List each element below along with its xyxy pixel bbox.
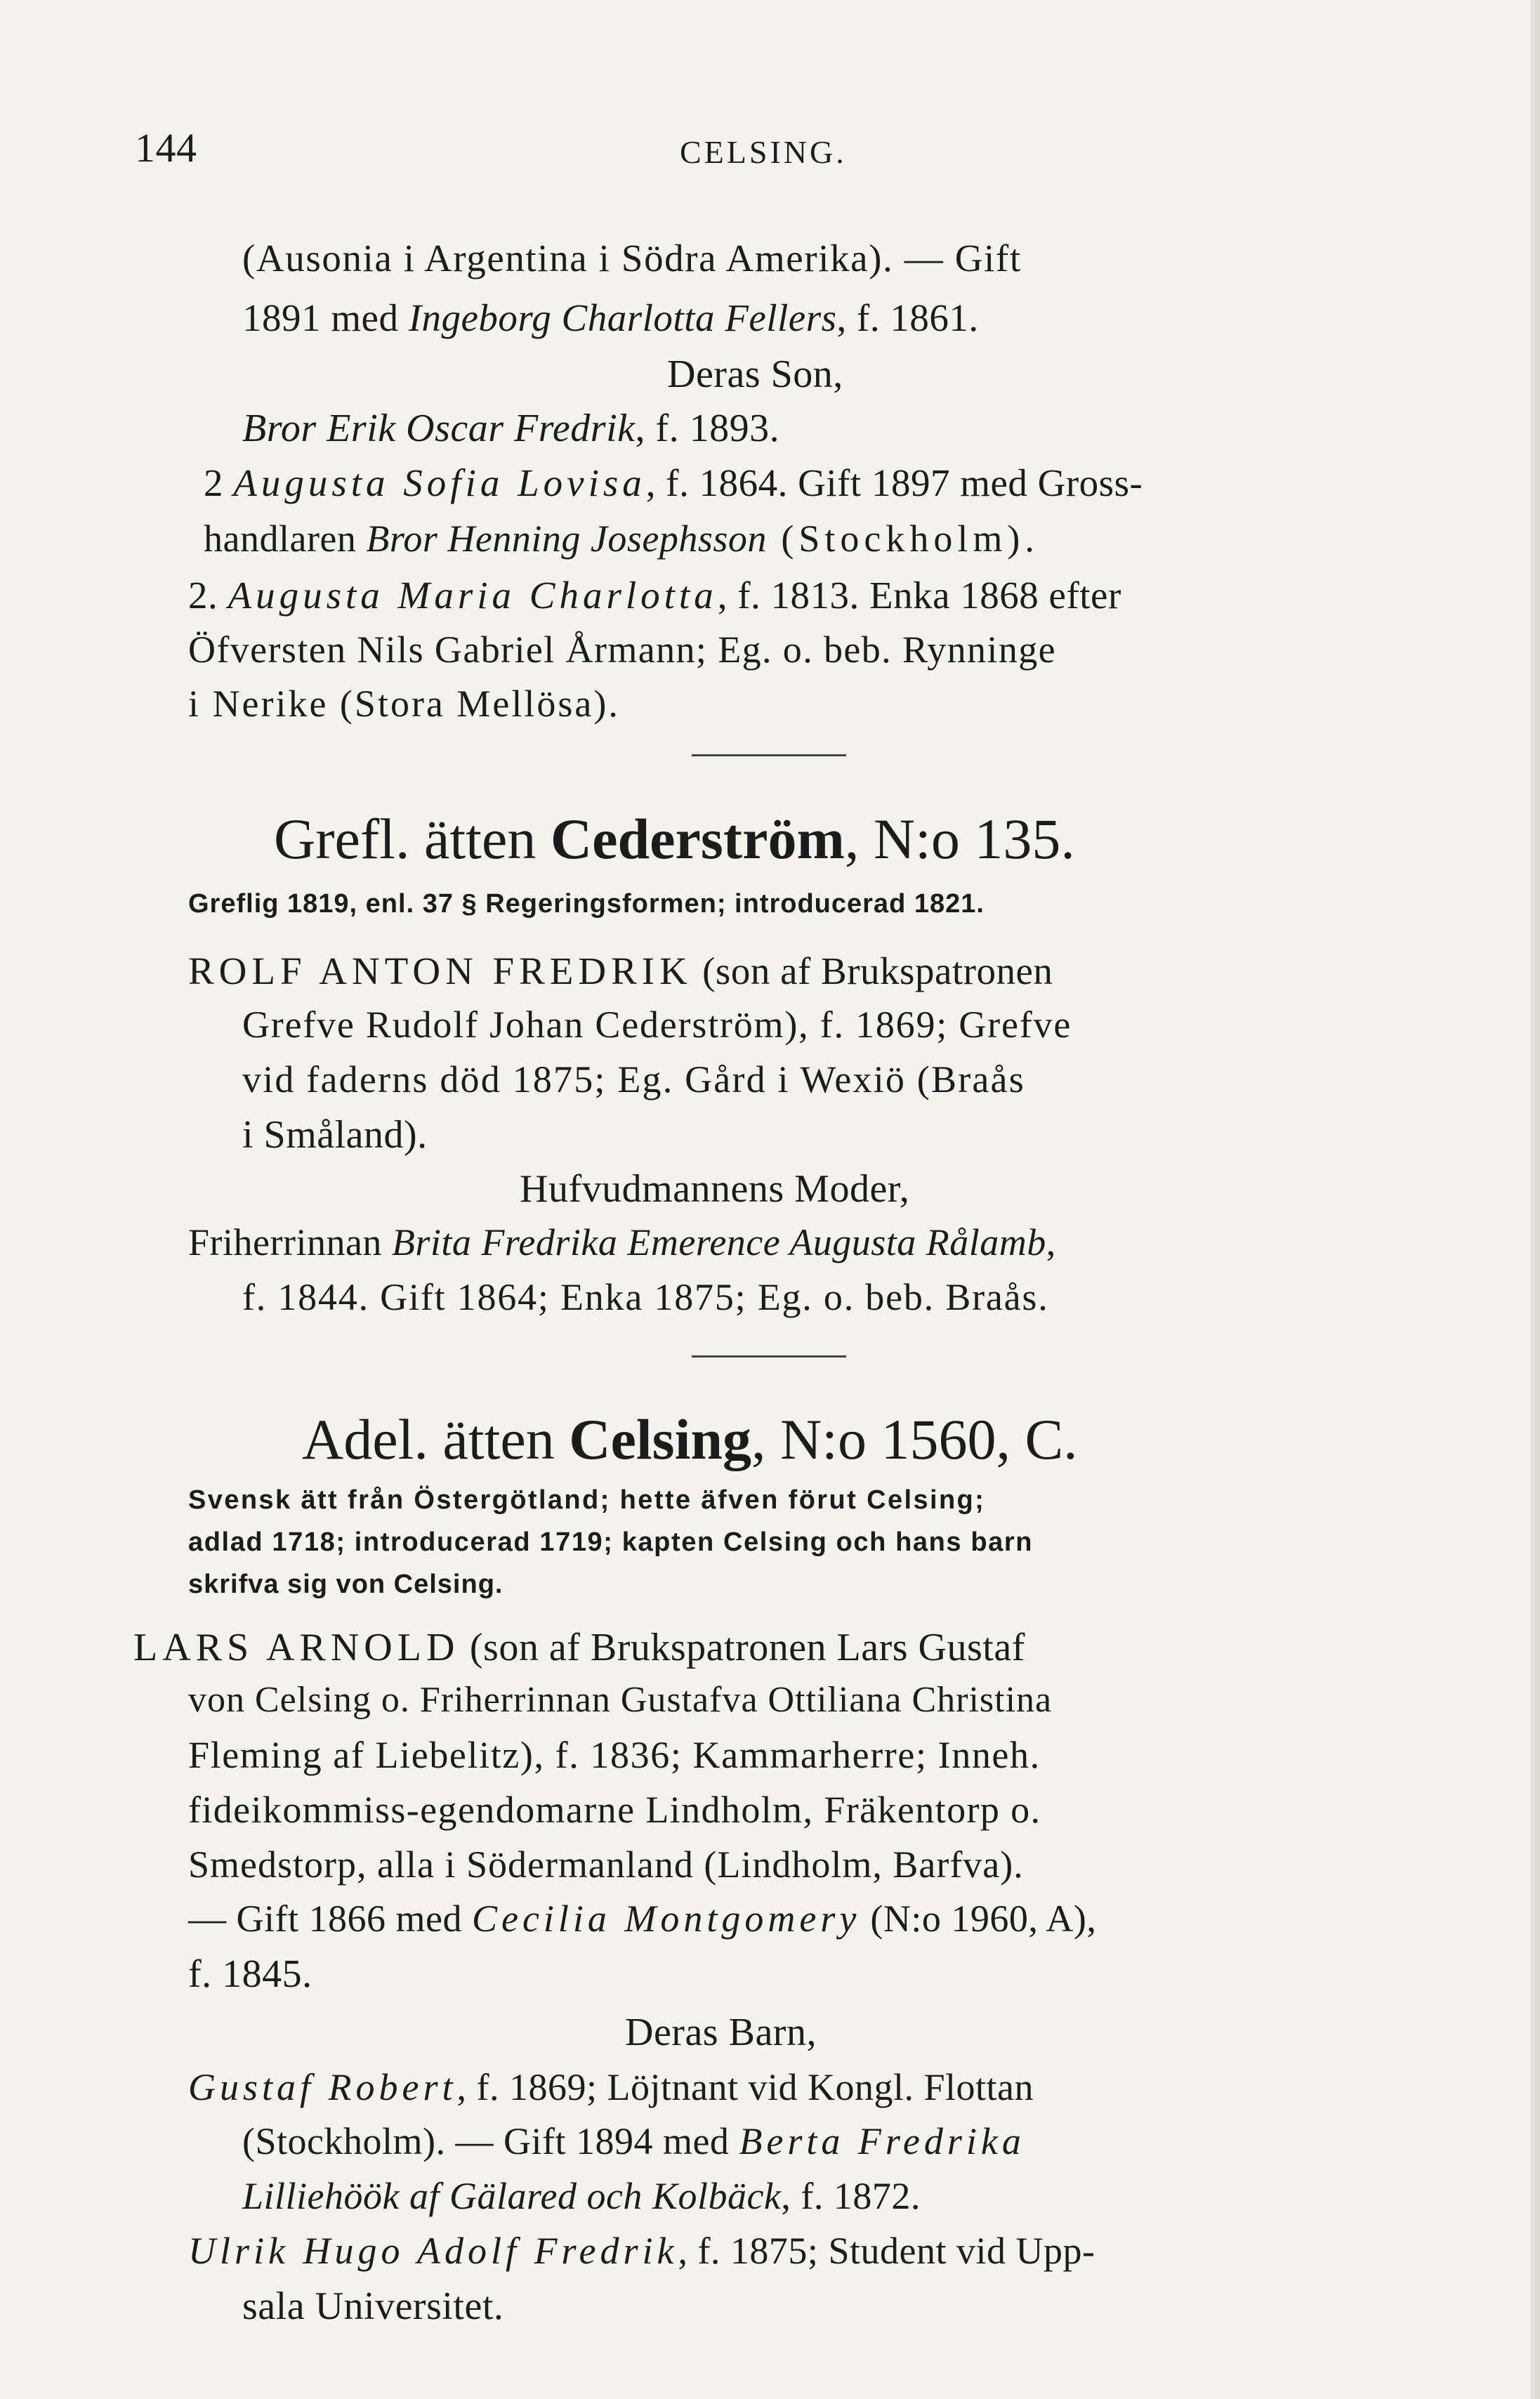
place-name: (Stockholm). <box>766 518 1039 560</box>
family-name: Celsing <box>569 1407 751 1471</box>
text-line <box>133 1628 1025 1667</box>
section-heading <box>274 806 1075 872</box>
person-name: Bror Henning Josephsson <box>366 518 767 560</box>
text-span: , f. 1893. <box>635 407 780 450</box>
subheading: Hufvudmannens Moder, <box>520 1167 910 1211</box>
subheading: Deras Barn, <box>625 2011 817 2054</box>
section-note: Greflig 1819, enl. 37 § Regeringsformen; introducerad 1821. <box>188 889 985 919</box>
person-name: Augusta Maria Charlotta <box>228 574 718 617</box>
text-span: handlaren <box>204 518 367 560</box>
heading-part: , N:o 135. <box>844 807 1075 871</box>
text-line <box>188 1900 1096 1938</box>
text-span: Friherrinnan <box>188 1221 392 1263</box>
text-line <box>242 409 779 448</box>
text-span: , f. 1875; Student vid Upp- <box>678 2230 1095 2272</box>
text-line <box>242 2177 921 2215</box>
person-name: LARS ARNOLD <box>133 1626 460 1669</box>
text-span: , f. 1861. <box>836 296 979 339</box>
page-edge <box>1530 0 1540 2399</box>
text-line <box>204 461 1143 504</box>
text-span: , f. 1872. <box>781 2175 921 2217</box>
text-span: , f. 1864. Gift 1897 med Gross- <box>645 461 1143 504</box>
text-line: (Ausonia i Argentina i Södra Amerika). — Gift <box>242 237 1022 280</box>
running-title: CELSING. <box>680 134 847 170</box>
heading-part: , N:o 1560, C. <box>751 1407 1078 1471</box>
section-note: Svensk ätt från Östergötland; hette äfven förut Celsing; <box>188 1485 986 1515</box>
section-divider <box>692 1355 846 1358</box>
text-span: — Gift 1866 med <box>188 1898 472 1940</box>
text-line: sala Universitet. <box>242 2285 504 2328</box>
person-name: Cecilia Montgomery <box>471 1898 861 1940</box>
text-span: (Stockholm). — Gift 1894 med <box>242 2120 739 2162</box>
heading-part: Grefl. ätten <box>274 807 551 871</box>
heading-part: Adel. ätten <box>302 1407 570 1471</box>
person-name: Berta Fredrika <box>739 2120 1025 2162</box>
text-line: f. 1844. Gift 1864; Enka 1875; Eg. o. beb. Braås. <box>242 1276 1049 1318</box>
person-name: Lilliehöök af Gälared och Kolbäck <box>242 2175 782 2217</box>
page-number: 144 <box>135 125 197 171</box>
person-name: Brita Fredrika Emerence Augusta Rålamb <box>391 1221 1046 1263</box>
text-span: , f. 1869; Löjtnant vid Kongl. Flottan <box>456 2066 1034 2108</box>
text-line: von Celsing o. Friherrinnan Gustafva Ottiliana Christina <box>188 1680 1053 1720</box>
person-name: Ulrik Hugo Adolf Fredrik <box>188 2230 678 2272</box>
text-line: i Småland). <box>242 1113 428 1157</box>
text-line: Smedstorp, alla i Södermanland (Lindholm, Barfva). <box>188 1843 1024 1886</box>
text-line <box>242 298 979 337</box>
person-name: Bror Erik Oscar Fredrik <box>242 407 636 450</box>
subheading: Deras Son, <box>667 353 843 396</box>
section-note: adlad 1718; introducerad 1719; kapten Celsing och hans barn <box>188 1527 1034 1557</box>
text-span: (N:o 1960, A), <box>860 1898 1097 1940</box>
text-line: f. 1845. <box>188 1952 312 1996</box>
family-name: Cederström <box>550 807 845 871</box>
text-line <box>242 2122 1025 2160</box>
text-span: , <box>1046 1221 1056 1263</box>
text-span: 2. <box>188 574 228 617</box>
text-line: Fleming af Liebelitz), f. 1836; Kammarherre; Inneh. <box>188 1734 1041 1776</box>
section-divider <box>692 754 846 756</box>
text-line: fideikommiss-egendomarne Lindholm, Fräkentorp o. <box>188 1789 1041 1831</box>
text-span: (son af Brukspatronen Lars Gustaf <box>459 1626 1025 1669</box>
person-name: Ingeborg Charlotta Fellers <box>408 296 837 339</box>
text-line <box>188 2232 1095 2270</box>
text-line <box>188 1223 1056 1261</box>
text-line: Grefve Rudolf Johan Cederström), f. 1869; Grefve <box>242 1004 1072 1046</box>
text-span: , f. 1813. Enka 1868 efter <box>717 574 1121 617</box>
text-line: Öfversten Nils Gabriel Årmann; Eg. o. beb. Rynninge <box>188 629 1056 671</box>
text-line <box>188 574 1121 617</box>
text-line: i Nerike (Stora Mellösa). <box>188 683 620 725</box>
section-heading <box>302 1407 1078 1473</box>
text-line <box>204 520 1039 558</box>
section-note: skrifva sig von Celsing. <box>188 1570 504 1599</box>
text-line <box>188 2068 1034 2106</box>
text-span: 2 <box>204 461 234 504</box>
text-span: (son af Brukspatronen <box>692 949 1053 992</box>
text-line: vid faderns död 1875; Eg. Gård i Wexiö (Braås <box>242 1058 1025 1100</box>
person-name: Gustaf Robert <box>188 2066 457 2108</box>
text-line <box>188 949 1053 992</box>
text-span: 1891 med <box>242 296 409 339</box>
person-name: Augusta Sofia Lovisa <box>233 461 646 504</box>
person-name: ROLF ANTON FREDRIK <box>188 949 692 992</box>
